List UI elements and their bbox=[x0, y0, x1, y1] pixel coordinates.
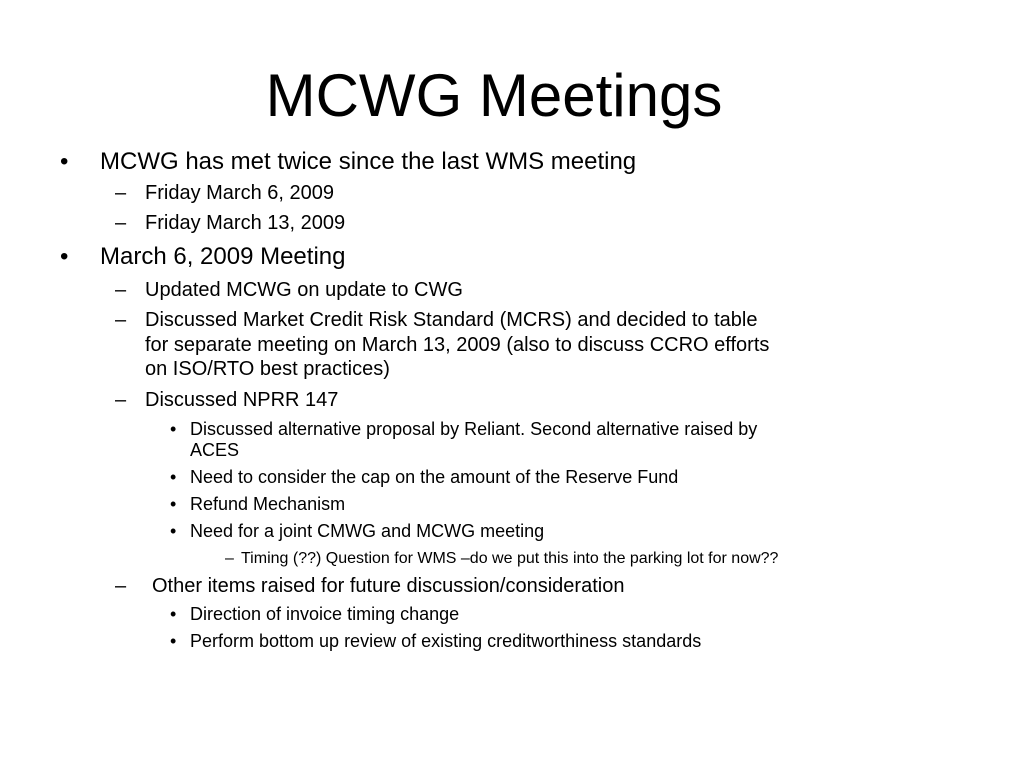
bullet-marker: • bbox=[170, 631, 177, 651]
list-item: Need for a joint CMWG and MCWG meeting bbox=[190, 521, 545, 541]
list-item-line: for separate meeting on March 13, 2009 (also to discuss CCRO efforts bbox=[145, 334, 770, 356]
dash-marker: – bbox=[115, 575, 127, 597]
bullet-marker: • bbox=[170, 419, 177, 439]
list-item-line: on ISO/RTO best practices) bbox=[145, 358, 390, 380]
dash-marker: – bbox=[115, 279, 127, 301]
slide-title: MCWG Meetings bbox=[265, 62, 723, 129]
dash-marker: – bbox=[115, 309, 127, 331]
list-item-line: Discussed Market Credit Risk Standard (MCRS) and decided to table bbox=[145, 309, 758, 331]
bullet-marker: • bbox=[60, 148, 69, 175]
list-item: Discussed NPRR 147 bbox=[145, 389, 339, 411]
list-item-line: ACES bbox=[190, 440, 240, 460]
list-item: Updated MCWG on update to CWG bbox=[145, 279, 463, 301]
list-item: MCWG has met twice since the last WMS meeting bbox=[100, 148, 637, 175]
dash-marker: – bbox=[115, 389, 127, 411]
list-item: Need to consider the cap on the amount of the Reserve Fund bbox=[190, 467, 679, 487]
list-item: Timing (??) Question for WMS –do we put this into the parking lot for now?? bbox=[241, 550, 779, 567]
list-item: Other items raised for future discussion/consideration bbox=[152, 575, 625, 597]
list-item-line: Discussed alternative proposal by Reliant. Second alternative raised by bbox=[190, 419, 758, 439]
dash-marker: – bbox=[115, 212, 127, 234]
list-item: Perform bottom up review of existing creditworthiness standards bbox=[190, 631, 702, 651]
bullet-marker: • bbox=[60, 243, 69, 270]
list-item: Direction of invoice timing change bbox=[190, 604, 460, 624]
list-item: Friday March 6, 2009 bbox=[145, 182, 334, 204]
dash-marker: – bbox=[115, 182, 127, 204]
list-item: Friday March 13, 2009 bbox=[145, 212, 346, 234]
bullet-marker: • bbox=[170, 604, 177, 624]
list-item: March 6, 2009 Meeting bbox=[100, 243, 346, 270]
bullet-marker: • bbox=[170, 521, 177, 541]
bullet-marker: • bbox=[170, 467, 177, 487]
dash-marker: – bbox=[225, 550, 234, 567]
bullet-marker: • bbox=[170, 494, 177, 514]
list-item: Refund Mechanism bbox=[190, 494, 346, 514]
